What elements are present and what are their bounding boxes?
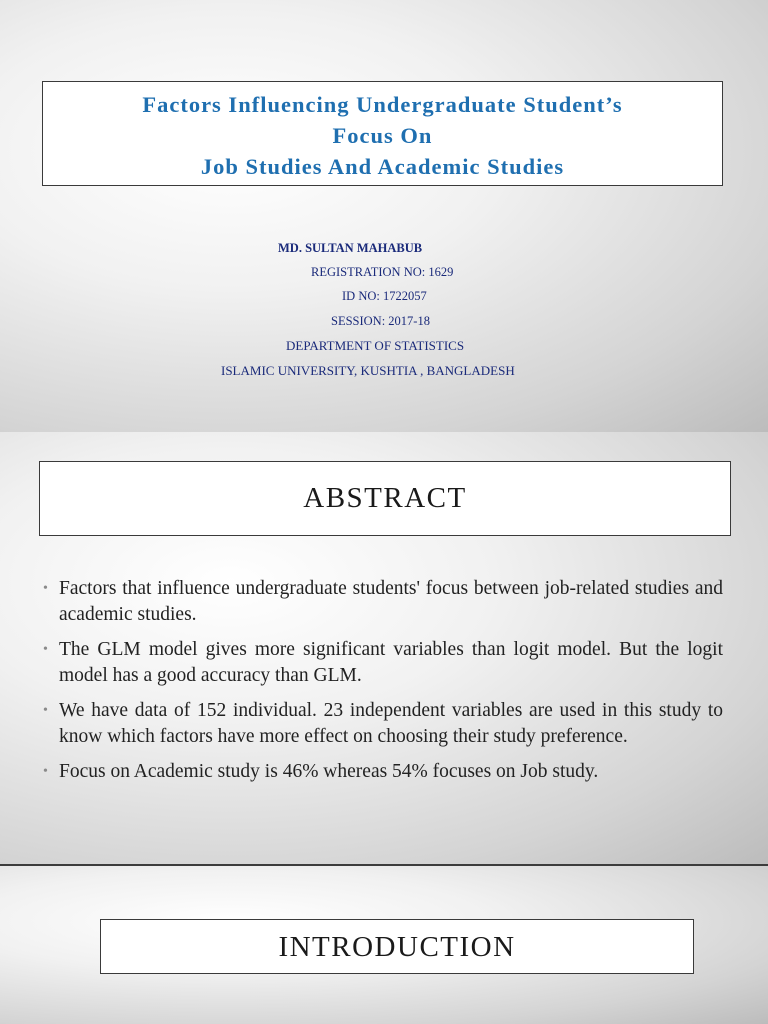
university: ISLAMIC UNIVERSITY, KUSHTIA , BANGLADESH bbox=[221, 363, 515, 378]
list-item bbox=[42, 576, 723, 628]
slide-abstract bbox=[0, 432, 768, 864]
id-number: ID NO: 1722057 bbox=[342, 289, 427, 303]
introduction-heading: INTRODUCTION bbox=[100, 919, 694, 974]
author-name: MD. SULTAN MAHABUB bbox=[278, 241, 423, 255]
abstract-bullet-list bbox=[42, 576, 723, 794]
slide-introduction bbox=[0, 866, 768, 1024]
bullet-text: Focus on Academic study is 46% whereas 54% focuses on Job study. bbox=[59, 761, 599, 782]
bullet-text: The GLM model gives more significant variables than logit model. But the logit model has a good accuracy than GLM. bbox=[59, 639, 723, 686]
abstract-heading: ABSTRACT bbox=[39, 461, 731, 536]
list-item bbox=[42, 698, 723, 750]
list-item bbox=[42, 637, 723, 689]
title-line-2: Focus On bbox=[332, 123, 433, 148]
bullet-text: Factors that influence undergraduate students' focus between job-related studies and academic studies. bbox=[59, 578, 723, 625]
title-line-1: Factors Influencing Undergraduate Student’s bbox=[142, 92, 623, 117]
title-box bbox=[42, 81, 723, 186]
department: DEPARTMENT OF STATISTICS bbox=[286, 338, 465, 353]
list-item bbox=[42, 759, 723, 785]
session: SESSION: 2017-18 bbox=[331, 314, 430, 328]
bullet-icon: • bbox=[43, 703, 48, 718]
registration-number: REGISTRATION NO: 1629 bbox=[311, 265, 454, 279]
bullet-icon: • bbox=[43, 642, 48, 657]
bullet-icon: • bbox=[43, 764, 48, 779]
bullet-icon: • bbox=[43, 581, 48, 596]
title-line-3: Job Studies And Academic Studies bbox=[200, 154, 565, 179]
slide-title bbox=[0, 0, 768, 432]
bullet-text: We have data of 152 individual. 23 independent variables are used in this study to know which factors have more effect on choosing their study preference. bbox=[59, 700, 723, 747]
